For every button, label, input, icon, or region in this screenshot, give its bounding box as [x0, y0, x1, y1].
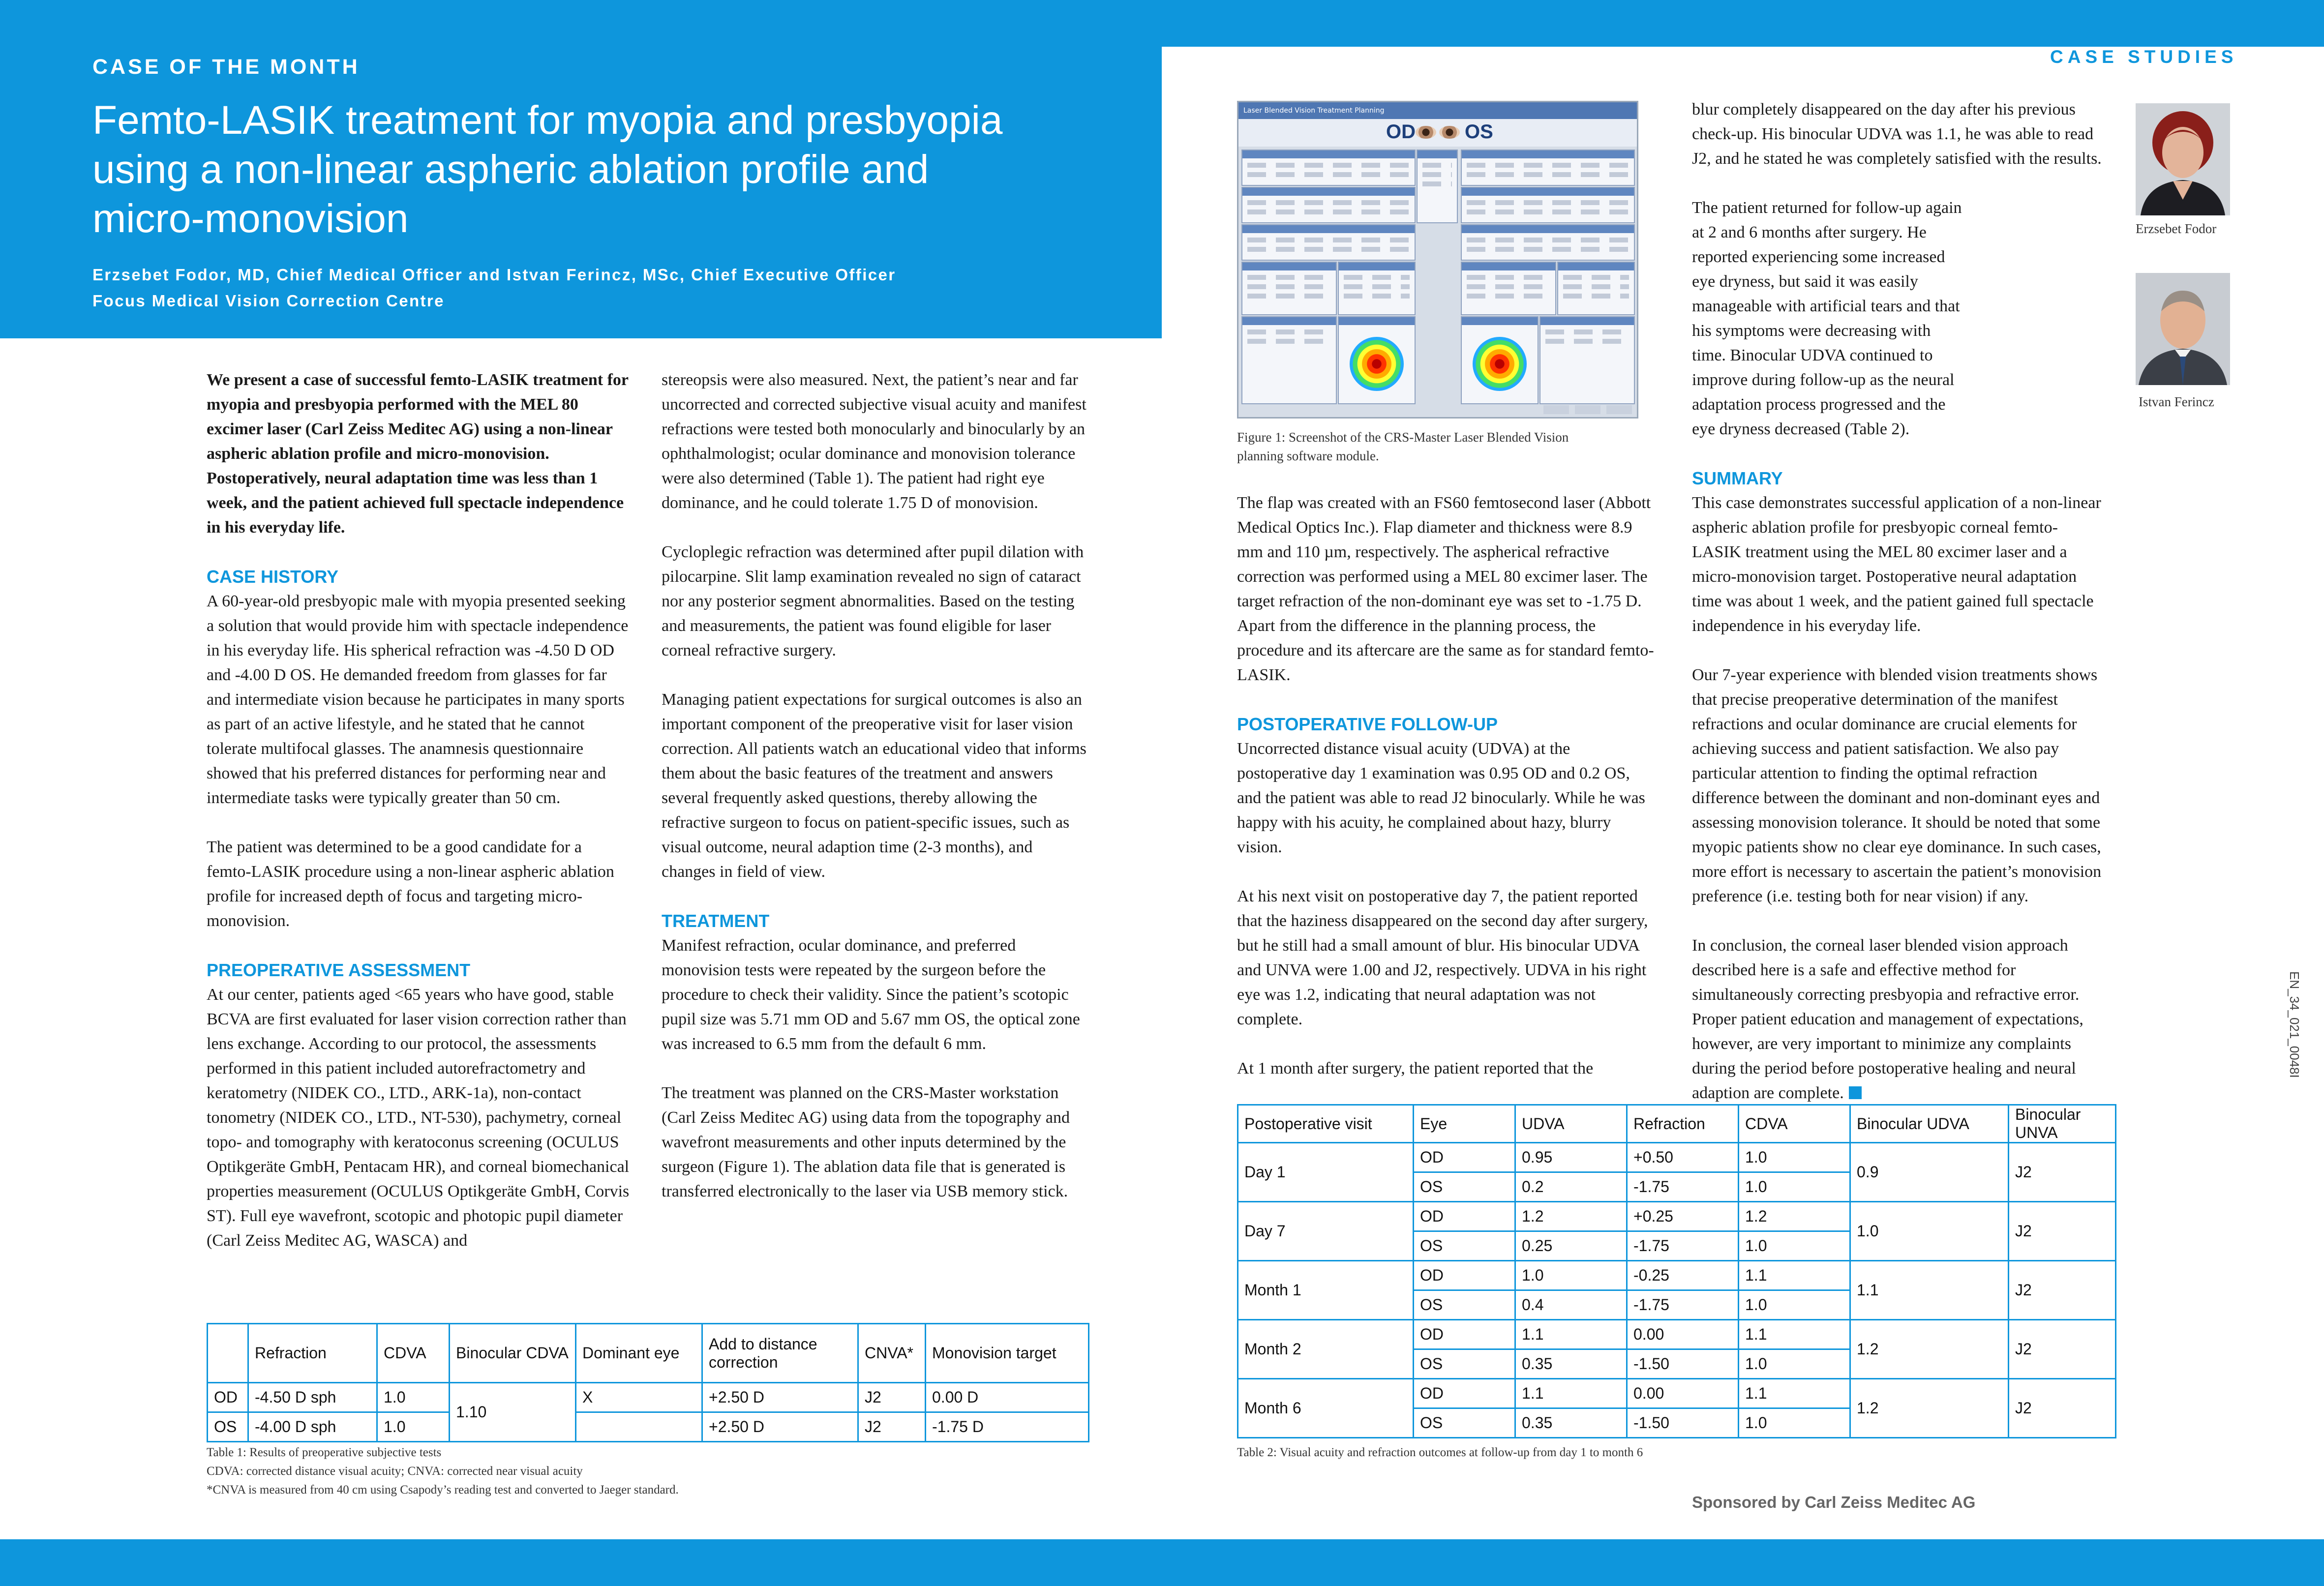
- table-header: Add to distance correction: [702, 1324, 858, 1383]
- table-cell: 1.0: [1850, 1202, 2009, 1261]
- caption-line: *CNVA is measured from 40 cm using Csapody’s reading test and converted to Jaeger standard.: [207, 1483, 679, 1496]
- table-cell: J2: [2009, 1379, 2116, 1438]
- table-cell: -1.50: [1627, 1349, 1739, 1379]
- table-cell: 1.0: [1739, 1231, 1850, 1261]
- table-cell: 0.00: [1627, 1379, 1739, 1408]
- table-cell: OD: [1414, 1143, 1515, 1172]
- affiliation: Focus Medical Vision Correction Centre: [92, 292, 445, 310]
- paragraph: The patient returned for follow-up again at 2 and 6 months after surgery. He reported experiencing some increased eye dryness, but said it was easily manageable with artificial tears and that his symptoms were decreasing with time. Binocular UDVA continued to improve during follow-up as the neural adaptation process progressed and the eye dryness decreased (Table 2).: [1692, 199, 1962, 438]
- table-cell: J2: [2009, 1143, 2116, 1202]
- table-cell: Month 6: [1238, 1379, 1414, 1438]
- figure-screenshot: [1237, 101, 1638, 419]
- author-photo-fodor: [2136, 103, 2230, 215]
- paragraph: At his next visit on postoperative day 7, the patient reported that the haziness disappeared on the second day after surgery, but he still had a small amount of blur. His binocular UDVA and UNVA were 1.00 and J2, respectively. UDVA in his right eye was 1.2, indicating that neural adaptation was not complete.: [1237, 887, 1648, 1028]
- table-preoperative-results: [207, 1323, 1089, 1442]
- table-cell: 1.0: [1739, 1290, 1850, 1320]
- table-cell: +0.50: [1627, 1143, 1739, 1172]
- table-header: UDVA: [1515, 1105, 1627, 1143]
- table-follow-up-outcomes: [1237, 1104, 2116, 1438]
- table-cell: -1.75 D: [926, 1412, 1089, 1442]
- table-cell: J2: [2009, 1320, 2116, 1379]
- table-cell: OD: [1414, 1261, 1515, 1290]
- table-cell: 1.1: [1850, 1261, 2009, 1320]
- title-line: using a non-linear aspheric ablation profile and: [92, 147, 929, 192]
- table-row: [1238, 1379, 2116, 1408]
- od-label: OD: [1386, 121, 1416, 143]
- paragraph: stereopsis were also measured. Next, the patient’s near and far uncorrected and corrected subjective visual acuity and manifest refractions were tested both monocularly and binocularly by an ophthalmologist; ocular dominance and monovision tolerance were also determined (Table 1). The patient had right eye dominance, and he could tolerate 1.75 D of monovision.: [662, 371, 1087, 512]
- table-cell: 0.35: [1515, 1408, 1627, 1438]
- table-1-caption: [207, 1443, 1092, 1499]
- eye-header: [1238, 119, 1637, 147]
- author-name-caption: Erzsebet Fodor: [2136, 221, 2217, 236]
- ablation-map: [1473, 337, 1527, 391]
- table-cell: 1.0: [1739, 1172, 1850, 1202]
- author-name-caption: Istvan Ferincz: [2139, 394, 2214, 409]
- table-cell: 1.0: [1515, 1261, 1627, 1290]
- table-cell: +2.50 D: [702, 1383, 858, 1412]
- table-cell: 1.2: [1850, 1379, 2009, 1438]
- table-cell: -1.75: [1627, 1290, 1739, 1320]
- table-header: CDVA: [1739, 1105, 1850, 1143]
- table-cell: 1.1: [1739, 1320, 1850, 1349]
- table-cell: 1.2: [1739, 1202, 1850, 1231]
- os-label: OS: [1465, 121, 1493, 143]
- caption-line: planning software module.: [1237, 449, 1379, 463]
- table-header: Postoperative visit: [1238, 1105, 1414, 1143]
- heading-summary: SUMMARY: [1692, 468, 1783, 488]
- table-cell: -1.75: [1627, 1231, 1739, 1261]
- paragraph: Uncorrected distance visual acuity (UDVA) at the postoperative day 1 examination was 0.95 OD and 0.2 OS, and the patient was able to read J2 binocularly. While he was happy with his acuity, he complained about hazy, blurry vision.: [1237, 740, 1645, 856]
- table-cell: 1.1: [1515, 1379, 1627, 1408]
- table-header: Refraction: [248, 1324, 377, 1383]
- column-2: [662, 368, 1089, 1228]
- paragraph: The treatment was planned on the CRS-Master workstation (Carl Zeiss Meditec AG) using data from the topography and wavefront measurements and other inputs determined by the surgeon (Figure 1). The ablation data file that is generated is transferred electronically to the laser via USB memory stick.: [662, 1084, 1070, 1200]
- input-panel: [1338, 262, 1416, 315]
- table-cell: -1.75: [1627, 1172, 1739, 1202]
- table-cell: -0.25: [1627, 1261, 1739, 1290]
- table-cell: OS: [208, 1412, 248, 1442]
- table-cell: OD: [208, 1383, 248, 1412]
- paragraph: The patient was determined to be a good candidate for a femto-LASIK procedure using a non-linear aspheric ablation profile for increased depth of focus and targeting micro-monovision.: [207, 838, 614, 930]
- table-cell: 0.00: [1627, 1320, 1739, 1349]
- table-cell: 1.0: [1739, 1408, 1850, 1438]
- eye-icon: [1416, 126, 1436, 139]
- table-2-caption: Table 2: Visual acuity and refraction outcomes at follow-up from day 1 to month 6: [1237, 1446, 1643, 1459]
- heading-postoperative: POSTOPERATIVE FOLLOW-UP: [1237, 714, 1498, 734]
- table-cell: Day 7: [1238, 1202, 1414, 1261]
- software-window-title: Laser Blended Vision Treatment Planning: [1238, 102, 1637, 119]
- table-row: [1238, 1143, 2116, 1172]
- table-cell: OD: [1414, 1379, 1515, 1408]
- paragraph: [1692, 933, 2105, 1106]
- table-row: [1238, 1261, 2116, 1290]
- table-cell: 1.10: [450, 1383, 576, 1442]
- heading-treatment: TREATMENT: [662, 911, 770, 931]
- table-cell: J2: [858, 1383, 926, 1412]
- table-cell: OD: [1414, 1320, 1515, 1349]
- table-cell: -4.00 D sph: [248, 1412, 377, 1442]
- paragraph: Our 7-year experience with blended vision treatments shows that precise preoperative determination of the manifest refractions and ocular dominance are crucial elements for achieving success and patient satisfaction. We also pay particular attention to finding the optimal refraction difference between the dominant and non-dominant eyes and assessing monovision tolerance. It should be noted that some myopic patients show no clear eye dominance. In such cases, more effort is necessary to ascertain the patient’s monovision preference (i.e. testing both for near vision) if any.: [1692, 666, 2102, 905]
- table-cell: J2: [2009, 1261, 2116, 1320]
- caption-line: Table 1: Results of preoperative subjective tests: [207, 1446, 442, 1459]
- message-panel: [1241, 316, 1337, 404]
- table-cell: 0.35: [1515, 1349, 1627, 1379]
- table-row: [208, 1412, 1089, 1442]
- input-panel: [1461, 187, 1635, 223]
- table-cell: OS: [1414, 1231, 1515, 1261]
- table-cell: J2: [2009, 1202, 2116, 1261]
- table-header: CNVA*: [858, 1324, 926, 1383]
- table-header: Monovision target: [926, 1324, 1089, 1383]
- table-cell: -1.50: [1627, 1408, 1739, 1438]
- table-cell: 1.0: [1739, 1349, 1850, 1379]
- input-panel: [1461, 262, 1556, 315]
- table-cell: [576, 1412, 702, 1442]
- input-panel: [1417, 150, 1458, 223]
- table-cell: Day 1: [1238, 1143, 1414, 1202]
- table-cell: 1.1: [1739, 1261, 1850, 1290]
- table-cell: OS: [1414, 1290, 1515, 1320]
- input-panel: [1461, 224, 1635, 261]
- table-header: Binocular CDVA: [450, 1324, 576, 1383]
- dialog-buttons: [1543, 405, 1633, 414]
- table-header: Refraction: [1627, 1105, 1739, 1143]
- paragraph: This case demonstrates successful application of a non-linear aspheric ablation profile for presbyopic corneal femto-LASIK treatment using the MEL 80 excimer laser and a micro-monovision target. Postoperative neural adaptation time was about 1 week, and the patient gained full spectacle independence in his everyday life.: [1692, 494, 2101, 635]
- table-cell: 1.2: [1850, 1320, 2009, 1379]
- table-header: Eye: [1414, 1105, 1515, 1143]
- input-panel: [1241, 224, 1416, 261]
- author-photo-ferincz: [2136, 273, 2230, 385]
- paragraph: At 1 month after surgery, the patient reported that the: [1237, 1059, 1594, 1077]
- table-cell: 1.2: [1515, 1202, 1627, 1231]
- caption-line: CDVA: corrected distance visual acuity; CNVA: corrected near visual acuity: [207, 1465, 583, 1478]
- section-kicker: CASE OF THE MONTH: [92, 55, 360, 79]
- input-panel: [1241, 150, 1416, 186]
- byline: [92, 262, 896, 314]
- paragraph: Cycloplegic refraction was determined after pupil dilation with pilocarpine. Slit lamp examination revealed no sign of cataract nor any posterior segment abnormalities. Based on the testing and measurements, the patient was found eligible for laser corneal refractive surgery.: [662, 543, 1084, 659]
- paragraph: Managing patient expectations for surgical outcomes is also an important component of the preoperative visit for laser vision correction. All patients watch an educational video that informs them about the basic features of the treatment and answers several frequently asked questions, thereby allowing the refractive surgeon to focus on patient-specific issues, such as visual outcome, neural adaption time (2-3 months), and changes in field of view.: [662, 690, 1087, 881]
- paragraph: The flap was created with an FS60 femtosecond laser (Abbott Medical Optics Inc.). Flap diameter and thickness were 8.9 mm and 110 µm, respectively. The aspherical refractive correction was performed using a MEL 80 excimer laser. The target refraction of the non-dominant eye was set to -1.75 D. Apart from the difference in the planning process, the procedure and its aftercare are the same as for standard femto-LASIK.: [1237, 494, 1654, 684]
- article-title: [92, 96, 1002, 243]
- paragraph: At our center, patients aged <65 years who have good, stable BCVA are first evaluated for laser vision correction rather than lens exchange. According to our protocol, the assessments performed in this patient included autorefractometry and keratometry (NIDEK CO., LTD., ARK-1a), non-contact tonometry (NIDEK CO., LTD., NT-530), pachymetry, corneal topo- and tomography with keratoconus screening (OCULUS Optikgeräte GmbH, Pentacam HR), and corneal biomechanical properties measurement (OCULUS Optikgeräte GmbH, Corvis ST). Full eye wavefront, scotopic and photopic pupil diameter (Carl Zeiss Meditec AG, WASCA) and: [207, 986, 630, 1250]
- table-cell: OS: [1414, 1349, 1515, 1379]
- caption-line: Figure 1: Screenshot of the CRS-Master Laser Blended Vision: [1237, 430, 1569, 445]
- table-cell: 1.0: [1739, 1143, 1850, 1172]
- table-row: [208, 1383, 1089, 1412]
- table-cell: OS: [1414, 1172, 1515, 1202]
- input-panel: [1461, 150, 1635, 186]
- column-4: [1692, 97, 2105, 1130]
- table-row: [1238, 1202, 2116, 1231]
- title-line: micro-monovision: [92, 196, 409, 241]
- input-panel: [1557, 262, 1635, 315]
- table-cell: +0.25: [1627, 1202, 1739, 1231]
- table-header: Dominant eye: [576, 1324, 702, 1383]
- paragraph-text: In conclusion, the corneal laser blended vision approach described here is a safe and effective method for simultaneously correcting presbyopia and refractive error. Proper patient education and management of expectations, however, are very important to minimize any complaints during the period before postoperative healing and neural adaption are complete.: [1692, 936, 2083, 1102]
- table-cell: Month 1: [1238, 1261, 1414, 1320]
- column-1: [207, 368, 630, 1278]
- authors: Erzsebet Fodor, MD, Chief Medical Officer and Istvan Ferincz, MSc, Chief Executive Officer: [92, 266, 896, 284]
- lead-paragraph: We present a case of successful femto-LASIK treatment for myopia and presbyopia performed with the MEL 80 excimer laser (Carl Zeiss Meditec AG) using a non-linear aspheric ablation profile and micro-monovision. Postoperatively, neural adaptation time was less than 1 week, and the patient achieved full spectacle independence in his everyday life.: [207, 371, 629, 537]
- ablation-map-panel: [1461, 316, 1539, 404]
- table-cell: 1.1: [1515, 1320, 1627, 1349]
- ablation-map: [1350, 337, 1404, 391]
- table-header: [208, 1324, 248, 1383]
- input-panel: [1241, 187, 1416, 223]
- table-cell: 1.1: [1739, 1379, 1850, 1408]
- table-cell: 0.2: [1515, 1172, 1627, 1202]
- table-header: Binocular UDVA: [1850, 1105, 2009, 1143]
- paragraph: Manifest refraction, ocular dominance, and preferred monovision tests were repeated by the surgeon before the procedure to check their validity. Since the patient’s scotopic pupil size was 5.71 mm OD and 5.67 mm OS, the optical zone was increased to 6.5 mm from the default 6 mm.: [662, 936, 1080, 1053]
- table-cell: -4.50 D sph: [248, 1383, 377, 1412]
- sponsor-line: Sponsored by Carl Zeiss Meditec AG: [1692, 1493, 1976, 1511]
- table-cell: Month 2: [1238, 1320, 1414, 1379]
- ablation-map-panel: [1338, 316, 1416, 404]
- table-header: Binocular UNVA: [2009, 1105, 2116, 1143]
- table-cell: 0.95: [1515, 1143, 1627, 1172]
- table-cell: 1.0: [377, 1412, 450, 1442]
- table-cell: OS: [1414, 1408, 1515, 1438]
- eye-icon: [1439, 126, 1460, 139]
- section-label: CASE STUDIES: [2050, 47, 2238, 67]
- table-cell: +2.50 D: [702, 1412, 858, 1442]
- table-row: [1238, 1320, 2116, 1349]
- table-cell: X: [576, 1383, 702, 1412]
- message-panel: [1539, 316, 1635, 404]
- input-panel: [1241, 262, 1337, 315]
- table-cell: J2: [858, 1412, 926, 1442]
- document-code: EN_34_021_0048I: [2287, 971, 2302, 1078]
- table-cell: 0.25: [1515, 1231, 1627, 1261]
- figure-1-caption: [1237, 428, 1640, 465]
- paragraph: blur completely disappeared on the day after his previous check-up. His binocular UDVA was 1.1, he was able to read J2, and he stated he was completely satisfied with the results.: [1692, 100, 2102, 168]
- table-cell: 0.9: [1850, 1143, 2009, 1202]
- bottom-accent-strip: [0, 1539, 2324, 1586]
- column-3: [1237, 491, 1654, 1106]
- title-line: Femto-LASIK treatment for myopia and presbyopia: [92, 98, 1003, 143]
- table-cell: 0.4: [1515, 1290, 1627, 1320]
- heading-preoperative: PREOPERATIVE ASSESSMENT: [207, 960, 471, 980]
- heading-case-history: CASE HISTORY: [207, 567, 339, 587]
- table-cell: 0.00 D: [926, 1383, 1089, 1412]
- paragraph: A 60-year-old presbyopic male with myopia presented seeking a solution that would provide him with spectacle independence in his everyday life. His spherical refraction was -4.50 D OD and -4.00 D OS. He demanded freedom from glasses for far and intermediate vision because he participates in many sports as part of an active lifestyle, and he stated that he cannot tolerate multifocal glasses. The anamnesis questionnaire showed that his preferred distances for performing near and intermediate tasks were typically greater than 50 cm.: [207, 592, 629, 807]
- end-mark-icon: [1849, 1086, 1862, 1099]
- table-cell: OD: [1414, 1202, 1515, 1231]
- top-accent-strip: [1162, 0, 2324, 47]
- table-cell: 1.0: [377, 1383, 450, 1412]
- table-header: CDVA: [377, 1324, 450, 1383]
